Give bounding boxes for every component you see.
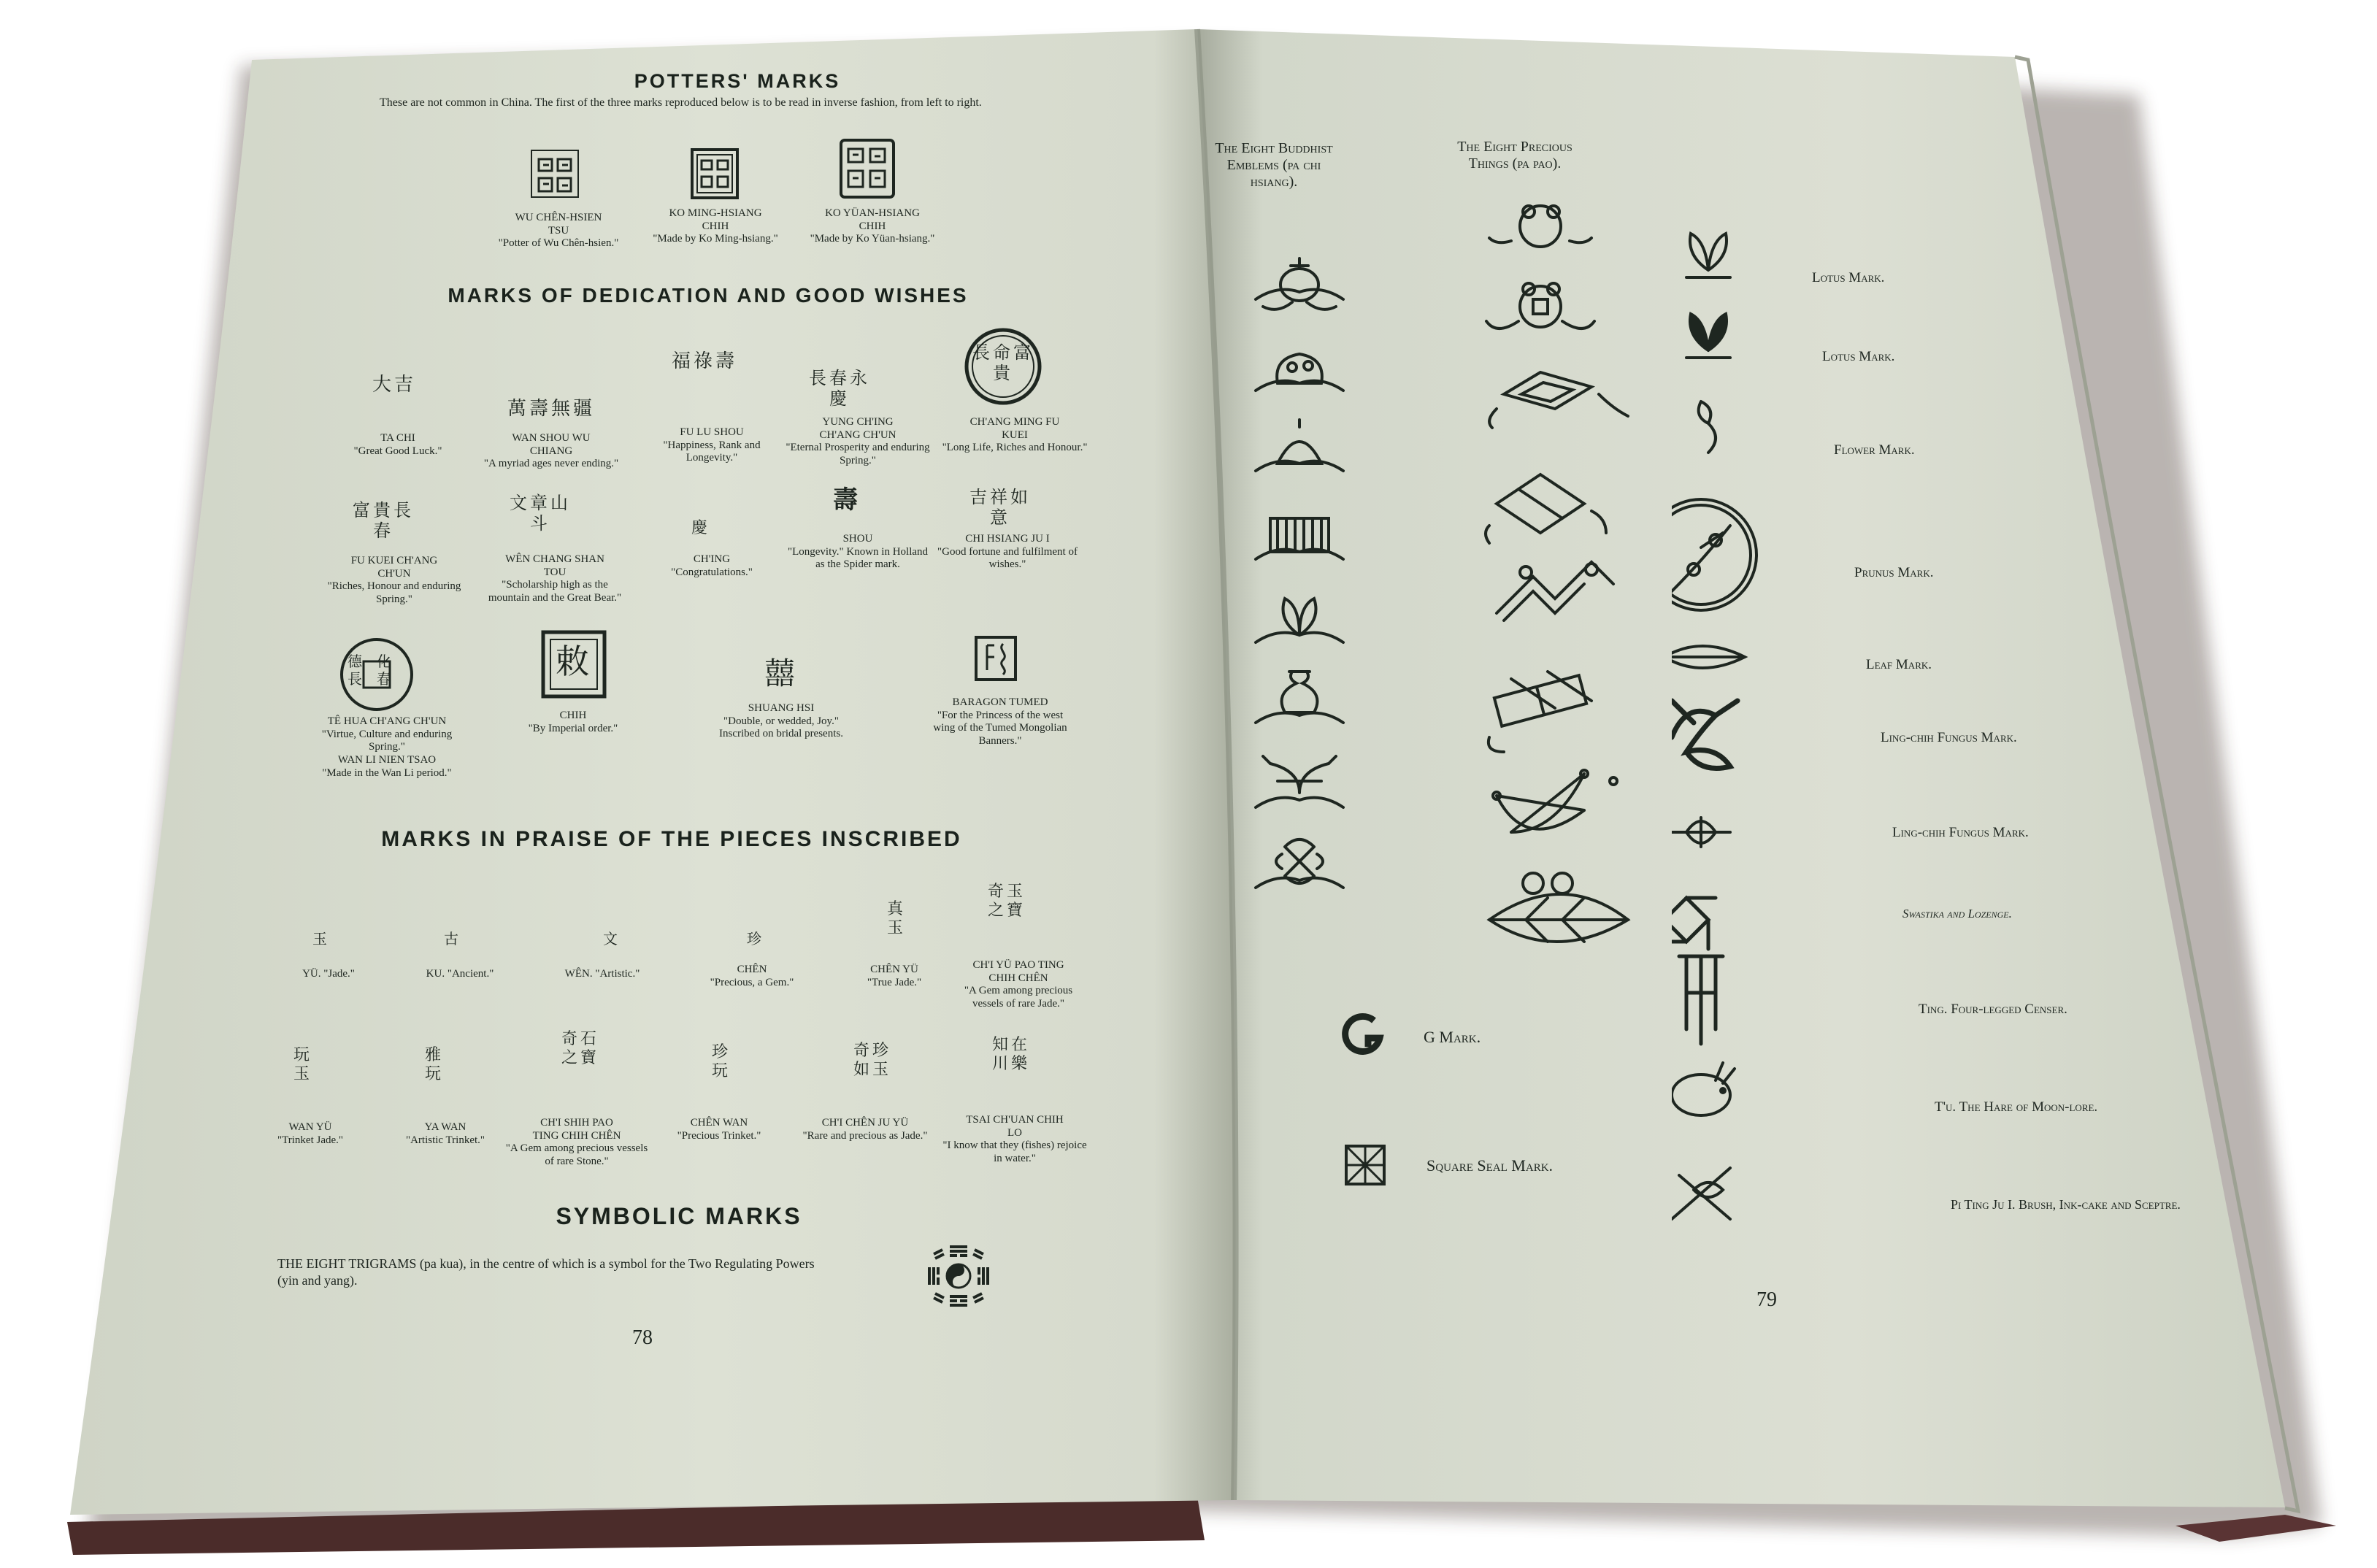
ded-r1-caption-2: WAN SHOU WU CHIANG "A myriad ages never ending." — [483, 432, 619, 470]
ded-r3-caption-3: SHUANG HSI "Double, or wedded, Joy." Inscribed on bridal presents. — [719, 702, 843, 740]
g-mark-icon — [1336, 1009, 1387, 1060]
square-seal-mark-icon — [1343, 1143, 1387, 1187]
praise-r1-mark-4: 珍 — [747, 931, 764, 948]
lotus-emblem-icon — [1256, 599, 1343, 642]
ded-r2-caption-4: SHOU "Longevity." Known in Holland as the Spider mark. — [787, 533, 929, 571]
symbolic-heading: SYMBOLIC MARKS — [556, 1203, 802, 1229]
praise-r1-caption-1: YÜ. "Jade." — [302, 968, 355, 980]
ded-r1-mark-1: 大吉 — [372, 374, 416, 395]
lotus-mark-2-icon — [1686, 314, 1730, 358]
square-seal-mark-label: Square Seal Mark. — [1426, 1156, 1554, 1175]
g-mark-label: G Mark. — [1424, 1028, 1481, 1046]
ded-r2-caption-5: CHI HSIANG JU I "Good fortune and fulfilment of wishes." — [937, 533, 1078, 571]
potters-marks-heading: POTTERS' MARKS — [634, 70, 841, 92]
lotus-mark-2-label: Lotus Mark. — [1822, 349, 1895, 364]
potter-mark-2-caption: KO MING-HSIANG CHIH "Made by Ko Ming-hsiang." — [653, 207, 778, 245]
ded-r3-mark-4-seal — [974, 635, 1018, 682]
praise-r2-caption-1: WAN YÜ "Trinket Jade." — [277, 1121, 344, 1146]
ling-chih-mark-2-label: Ling-chih Fungus Mark. — [1892, 825, 2029, 840]
prunus-mark-icon — [1672, 499, 1756, 610]
ling-chih-fungus-mark-1-icon — [1672, 701, 1737, 769]
prunus-mark-label: Prunus Mark. — [1854, 565, 1934, 580]
left-page-number: 78 — [632, 1326, 653, 1349]
endless-knot-emblem-icon — [1256, 839, 1343, 888]
horns-precious-icon — [1493, 770, 1617, 832]
lotus-mark-1-label: Lotus Mark. — [1812, 270, 1885, 285]
wheel-emblem-icon — [1256, 258, 1343, 310]
praise-r1-caption-5: CHÊN YÜ "True Jade." — [867, 964, 922, 988]
ded-r3-caption-1: TÊ HUA CH'ANG CH'UN "Virtue, Culture and enduring Spring." WAN LI NIEN TSAO "Made in the Wan Li period." — [321, 715, 453, 779]
precious-things-title: The Eight Precious Things (pa pao). — [1457, 139, 1572, 172]
symbolic-text: THE EIGHT TRIGRAMS (pa kua), in the centre of which is a symbol for the Two Regulating Powers (yin and yang). — [277, 1256, 815, 1288]
potter-seal-2 — [690, 146, 741, 201]
ded-r2-mark-1: 富貴長春 — [353, 501, 414, 542]
lozenge-precious-icon — [1489, 372, 1628, 428]
eight-trigrams-icon — [923, 1241, 994, 1311]
swastika-lozenge-label: Swastika and Lozenge. — [1902, 907, 2012, 921]
swastika-lozenge-mark-icon — [1672, 891, 1716, 949]
potters-marks-intro: These are not common in China. The first of the three marks reproduced below is to be read in inverse fashion, from left to right. — [380, 96, 982, 109]
ded-r1-caption-4: YUNG CH'ING CH'ANG CH'UN "Eternal Prosperity and enduring Spring." — [786, 416, 930, 467]
praise-r2-mark-2: 雅玩 — [424, 1045, 444, 1083]
potter-mark-3-caption: KO YÜAN-HSIANG CHIH "Made by Ko Yüan-hsiang." — [810, 207, 935, 245]
precious-things-column — [1482, 197, 1701, 956]
ling-chih-mark-1-label: Ling-chih Fungus Mark. — [1881, 730, 2017, 745]
praise-r1-mark-3: 文 — [603, 931, 621, 948]
praise-r2-mark-4: 珍玩 — [711, 1042, 731, 1080]
ded-r3-mark-3: 囍 — [764, 658, 798, 691]
rhinoceros-horn-precious-icon — [1497, 562, 1613, 620]
praise-r1-mark-1: 玉 — [312, 931, 330, 948]
ded-r2-mark-5: 吉祥如意 — [969, 488, 1031, 529]
flower-mark-icon — [1699, 401, 1716, 453]
cash-precious-icon — [1486, 283, 1594, 328]
leaf-precious-icon — [1489, 873, 1628, 942]
brush-ink-sceptre-mark-icon — [1672, 1168, 1730, 1219]
ded-r2-mark-2: 文章山斗 — [510, 494, 571, 534]
praise-r2-mark-6: 知在川樂 — [991, 1035, 1030, 1072]
praise-r2-caption-2: YA WAN "Artistic Trinket." — [405, 1121, 485, 1146]
pearl-precious-icon — [1489, 206, 1591, 247]
buddhist-emblems-column — [1241, 248, 1358, 905]
ting-censer-mark-icon — [1679, 956, 1723, 1044]
praise-r1-caption-3: WÊN. "Artistic." — [564, 968, 640, 980]
conch-emblem-icon — [1256, 354, 1343, 391]
hare-mark-icon — [1672, 1063, 1735, 1115]
praise-r2-mark-3: 奇石之寶 — [561, 1029, 599, 1067]
ded-r1-caption-5: CH'ANG MING FU KUEI "Long Life, Riches and Honour." — [942, 416, 1088, 454]
praise-r1-mark-2: 古 — [444, 931, 461, 948]
ded-r2-mark-3: 慶 — [691, 518, 710, 537]
fish-emblem-icon — [1256, 756, 1343, 807]
ded-r1-mark-3: 福祿壽 — [671, 350, 737, 372]
leaf-mark-icon — [1672, 646, 1745, 668]
right-page-number: 79 — [1756, 1288, 1777, 1311]
ded-r3-caption-4: BARAGON TUMED "For the Princess of the west wing of the Tumed Mongolian Banners." — [933, 696, 1067, 748]
praise-r1-caption-4: CHÊN "Precious, a Gem." — [710, 964, 794, 988]
ded-r1-mark-2: 萬壽無疆 — [507, 398, 595, 419]
umbrella-emblem-icon — [1256, 420, 1343, 471]
ded-r2-caption-2: WÊN CHANG SHAN TOU "Scholarship high as the mountain and the Great Bear." — [488, 553, 622, 604]
praise-r2-caption-5: CH'I CHÊN JU YÜ "Rare and precious as Jade." — [802, 1117, 928, 1142]
ded-r2-caption-1: FU KUEI CH'ANG CH'UN "Riches, Honour and enduring Spring." — [327, 555, 461, 606]
praise-r1-caption-2: KU. "Ancient." — [426, 968, 494, 980]
ded-r3-mark-1: 德化長春 — [347, 654, 406, 688]
canopy-emblem-icon — [1256, 518, 1343, 559]
ded-r3-mark-2: 敕 — [556, 643, 592, 680]
mirrors-precious-icon — [1489, 672, 1591, 752]
potter-mark-1-caption: WU CHÊN-HSIEN TSU "Potter of Wu Chên-hsien." — [498, 212, 619, 250]
praise-heading: MARKS IN PRAISE OF THE PIECES INSCRIBED — [381, 827, 962, 851]
ded-r2-mark-4: 壽 — [833, 487, 861, 514]
leaf-mark-label: Leaf Mark. — [1866, 657, 1932, 672]
praise-r2-caption-3: CH'I SHIH PAO TING CHIH CHÊN "A Gem among precious vessels of rare Stone." — [505, 1117, 648, 1168]
potter-seal-3 — [838, 137, 898, 201]
praise-r2-caption-4: CHÊN WAN "Precious Trinket." — [677, 1117, 761, 1142]
ded-r1-mark-5: 長命富貴 — [972, 344, 1034, 384]
dedication-heading: MARKS OF DEDICATION AND GOOD WISHES — [448, 284, 969, 307]
potter-seal-1 — [527, 146, 583, 201]
praise-r1-caption-6: CH'I YÜ PAO TING CHIH CHÊN "A Gem among precious vessels of rare Jade." — [964, 959, 1073, 1010]
praise-r1-mark-5: 真玉 — [886, 899, 906, 937]
book-precious-icon — [1486, 474, 1606, 543]
ded-r1-caption-3: FU LU SHOU "Happiness, Rank and Longevity." — [663, 426, 761, 464]
ded-r1-mark-4: 長春永慶 — [809, 369, 870, 410]
ded-r3-caption-2: CHIH "By Imperial order." — [528, 710, 618, 734]
brush-ink-sceptre-label: Pi Ting Ju I. Brush, Ink-cake and Sceptre. — [1951, 1197, 2181, 1212]
vase-emblem-icon — [1256, 672, 1343, 723]
ded-r1-caption-1: TA CHI "Great Good Luck." — [353, 432, 442, 457]
ded-r2-caption-3: CH'ING "Congratulations." — [671, 553, 753, 578]
ling-chih-fungus-mark-2-icon — [1672, 818, 1730, 847]
flower-mark-label: Flower Mark. — [1834, 442, 1915, 458]
ting-censer-label: Ting. Four-legged Censer. — [1919, 1002, 2067, 1017]
praise-r1-mark-6: 奇玉之寶 — [987, 882, 1026, 919]
marks-column-icons — [1672, 219, 1862, 1256]
lotus-mark-1-icon — [1686, 234, 1730, 277]
praise-r2-caption-6: TSAI CH'UAN CHIH LO "I know that they (fishes) rejoice in water." — [942, 1114, 1087, 1165]
praise-r2-mark-5: 奇珍如玉 — [853, 1041, 891, 1078]
hare-label: T'u. The Hare of Moon-lore. — [1935, 1099, 2098, 1115]
left-page — [70, 29, 1236, 1515]
buddhist-emblems-title: The Eight Buddhist Emblems (pa chi hsiang). — [1215, 140, 1333, 190]
praise-r2-mark-1: 玩玉 — [293, 1045, 312, 1083]
